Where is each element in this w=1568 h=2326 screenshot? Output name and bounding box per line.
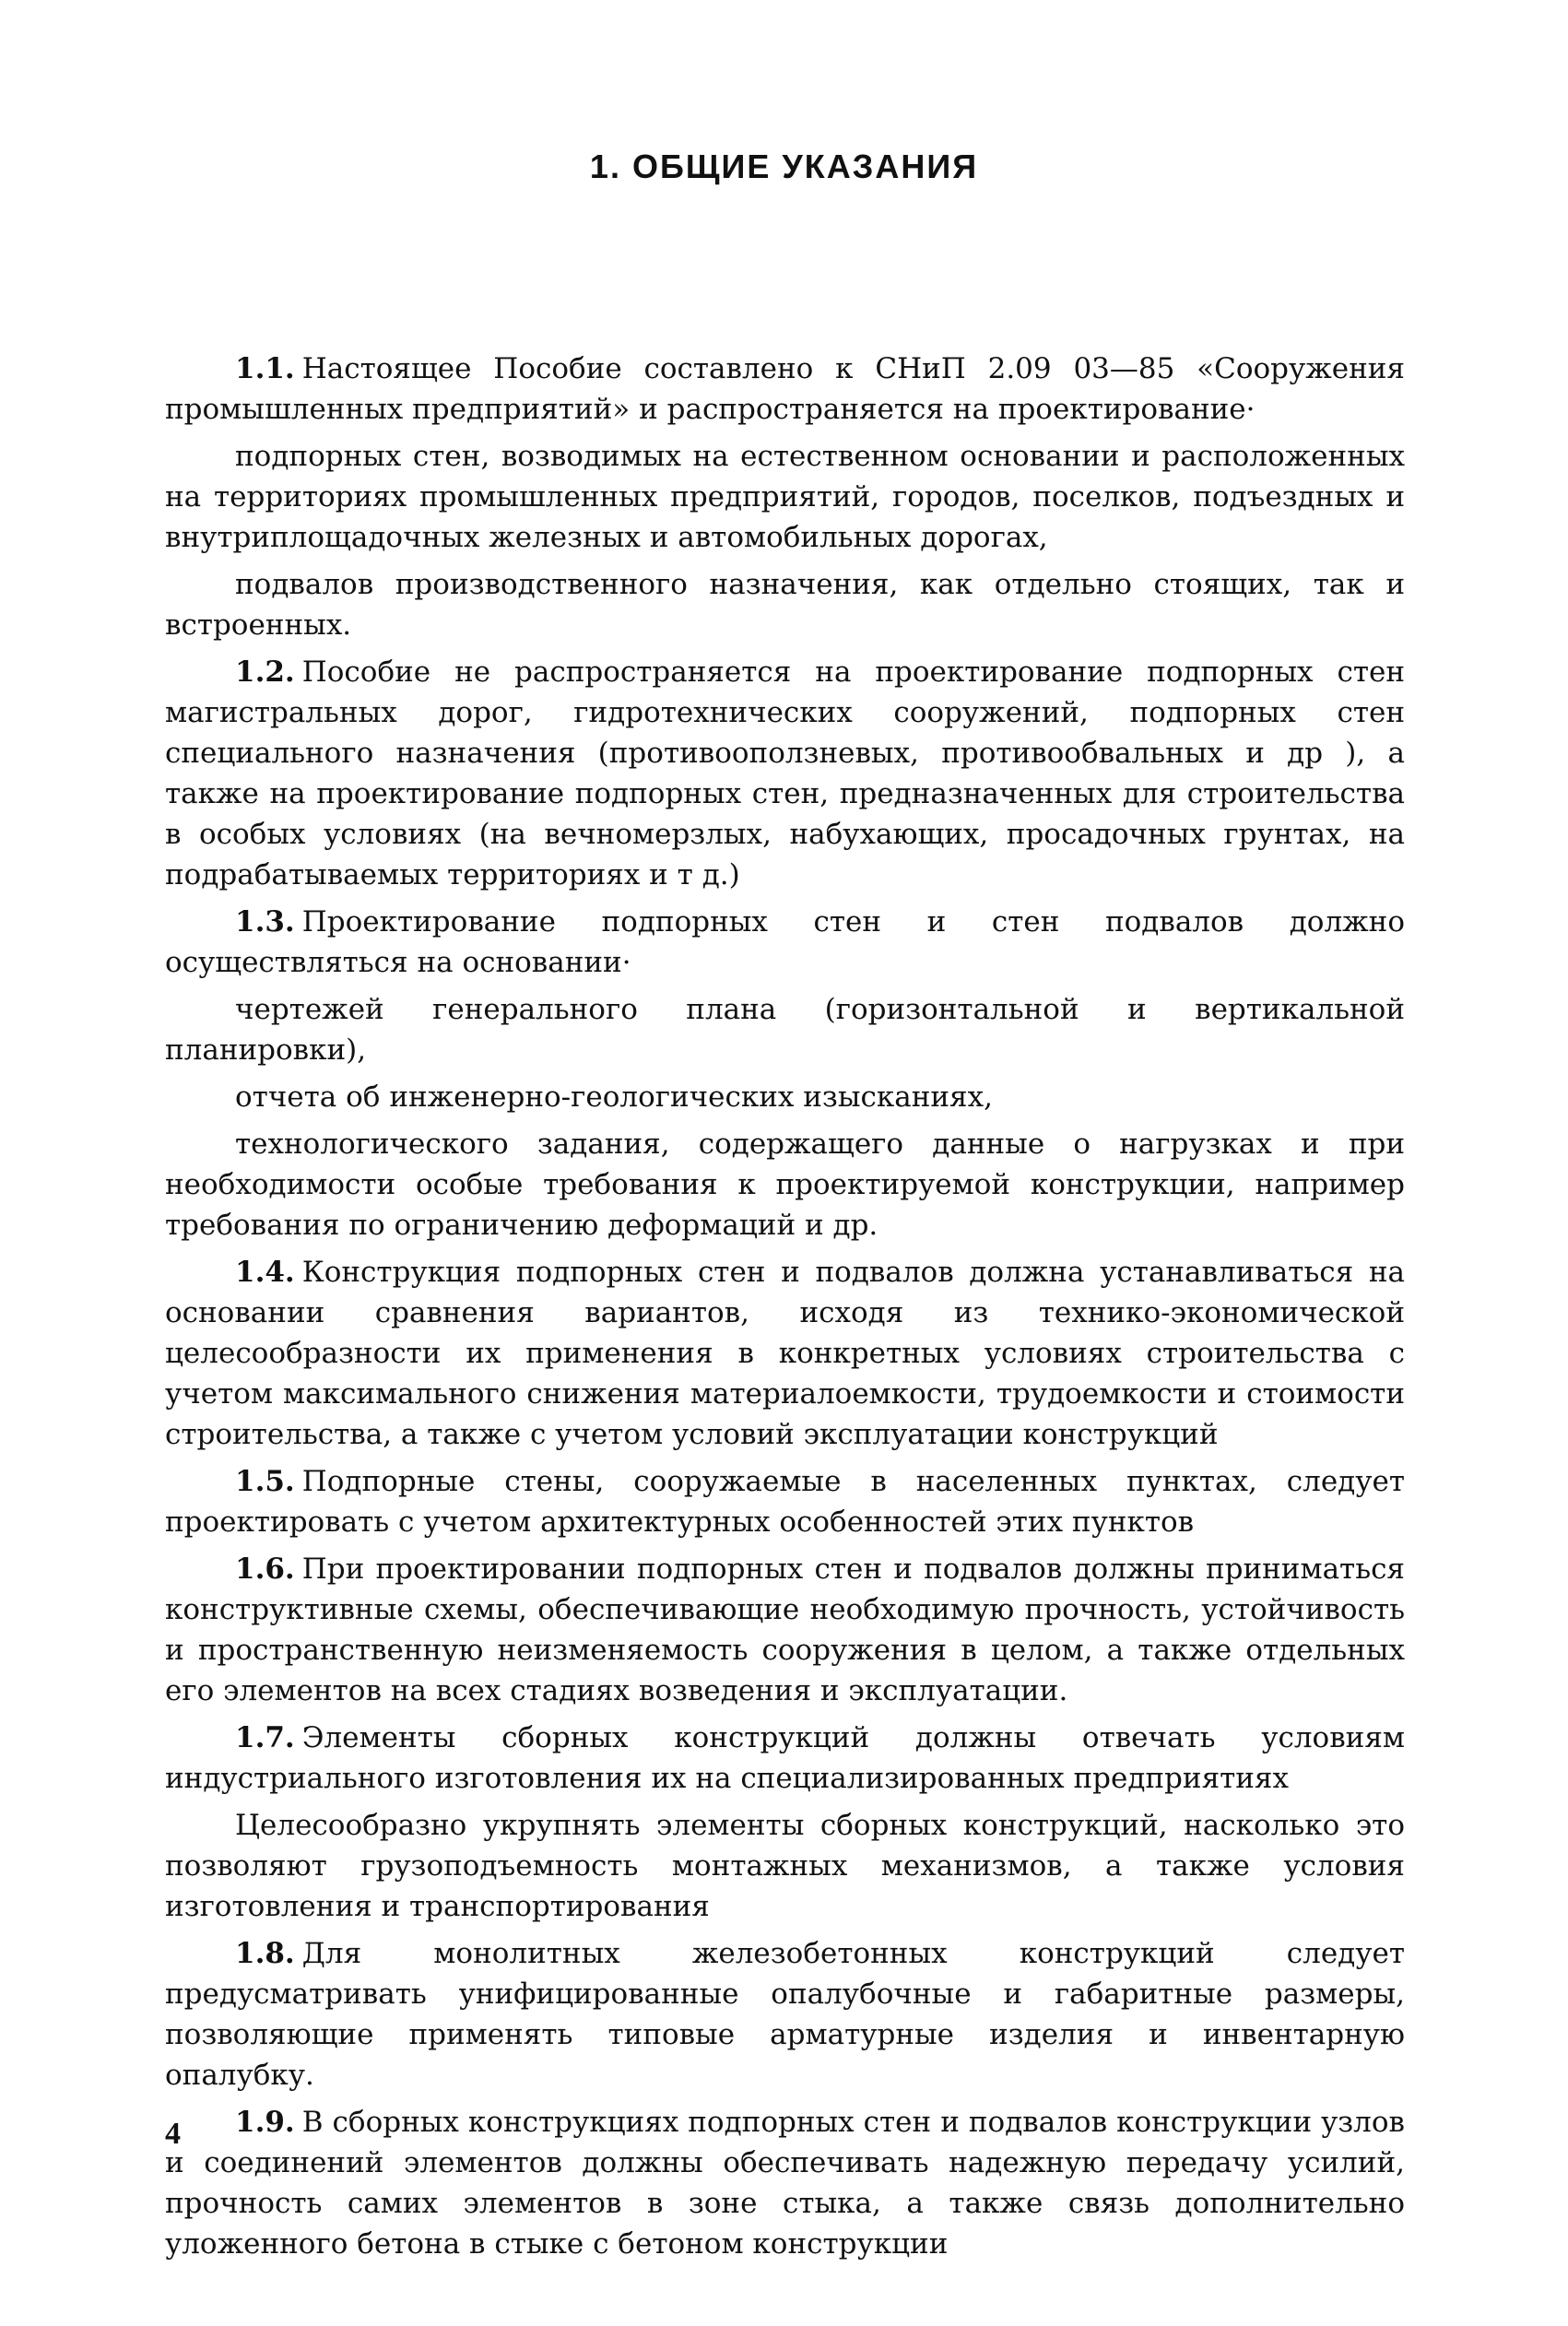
paragraph-1-3 <box>165 902 1405 983</box>
paragraph-1-6 <box>165 1549 1405 1711</box>
paragraph-number: 1.9. <box>235 2106 295 2139</box>
paragraph-text: Подпорные стены, сооружаемые в населенных пунктах, следует проектировать с учетом архитектурных особенностей этих пунктов <box>165 1465 1405 1539</box>
paragraph-number: 1.4. <box>235 1256 295 1289</box>
paragraph-1-1-item-basements <box>165 564 1405 645</box>
paragraph-1-3-item-report <box>165 1077 1405 1117</box>
paragraph-text: подвалов производственного назначения, как отдельно стоящих, так и встроенных. <box>165 568 1405 642</box>
paragraph-text: Конструкция подпорных стен и подвалов должна устанавливаться на основании сравнения вариантов, исходя из технико-экономической целесообразности их применения в конкретных условиях строительства с учетом максимального снижения материалоемкости, трудоемкости и стоимости строительства, а также с учетом условий эксплуатации конструкций <box>165 1256 1405 1451</box>
paragraph-1-7 <box>165 1718 1405 1799</box>
paragraph-1-1 <box>165 348 1405 430</box>
section-title: 1. ОБЩИЕ УКАЗАНИЯ <box>589 148 979 185</box>
paragraph-number: 1.3. <box>235 905 295 939</box>
paragraph-1-1-item-walls <box>165 436 1405 558</box>
paragraph-1-3-item-drawings <box>165 989 1405 1070</box>
paragraph-text: Настоящее Пособие составлено к СНиП 2.09 03—85 «Сооружения промышленных предприятий» и распространяется на проектирование· <box>165 352 1405 426</box>
paragraph-text: Проектирование подпорных стен и стен подвалов должно осуществляться на основании· <box>165 905 1405 979</box>
paragraph-text: подпорных стен, возводимых на естественном основании и расположенных на территориях промышленных предприятий, городов, поселков, подъездных и внутриплощадочных железных и автомобильных дорогах, <box>165 440 1405 554</box>
paragraph-text: Для монолитных железобетонных конструкций следует предусматривать унифицированные опалубочные и габаритные размеры, позволяющие применять типовые арматурные изделия и инвентарную опалубку. <box>165 1937 1405 2092</box>
paragraph-1-7-continuation <box>165 1805 1405 1927</box>
paragraph-text: технологического задания, содержащего данные о нагрузках и при необходимости особые требования к проектируемой конструкции, например требования по ограничению деформаций и др. <box>165 1128 1405 1242</box>
paragraph-1-5 <box>165 1461 1405 1542</box>
paragraph-text: чертежей генерального плана (горизонтальной и вертикальной планировки), <box>165 993 1405 1067</box>
page-number: 4 <box>165 2117 181 2151</box>
paragraph-1-9 <box>165 2102 1405 2264</box>
paragraph-text: отчета об инженерно-геологических изысканиях, <box>235 1080 993 1114</box>
paragraph-number: 1.7. <box>235 1721 295 1754</box>
paragraph-number: 1.2. <box>235 655 295 689</box>
paragraph-text: В сборных конструкциях подпорных стен и подвалов конструкции узлов и соединений элементов должны обеспечивать надежную передачу усилий, прочность самих элементов в зоне стыка, а также связь дополнительно уложенного бетона в стыке с бетоном конструкции <box>165 2106 1405 2261</box>
paragraph-1-3-item-task <box>165 1124 1405 1246</box>
paragraph-text: Пособие не распространяется на проектирование подпорных стен магистральных дорог, гидротехнических сооружений, подпорных стен специального назначения (противооползневых, противообвальных и др ), а также на проектирование подпорных стен, предназначенных для строительства в особых условиях (на вечномерзлых, набухающих, просадочных грунтах, на подрабатываемых территориях и т д.) <box>165 655 1405 891</box>
paragraph-number: 1.6. <box>235 1553 295 1586</box>
paragraph-text: При проектировании подпорных стен и подвалов должны приниматься конструктивные схемы, обеспечивающие необходимую прочность, устойчивость и пространственную неизменяемость сооружения в целом, а также отдельных его элементов на всех стадиях возведения и эксплуатации. <box>165 1553 1405 1707</box>
paragraph-1-8 <box>165 1933 1405 2096</box>
paragraph-number: 1.5. <box>235 1465 295 1498</box>
paragraph-text: Элементы сборных конструкций должны отвечать условиям индустриального изготовления их на специализированных предприятиях <box>165 1721 1405 1795</box>
paragraph-number: 1.1. <box>235 352 295 385</box>
body-text <box>165 348 1405 2271</box>
paragraph-1-4 <box>165 1252 1405 1455</box>
paragraph-text: Целесообразно укрупнять элементы сборных конструкций, насколько это позволяют грузоподъемность монтажных механизмов, а также условия изготовления и транспортирования <box>165 1809 1405 1923</box>
paragraph-number: 1.8. <box>235 1937 295 1970</box>
paragraph-1-2 <box>165 652 1405 895</box>
